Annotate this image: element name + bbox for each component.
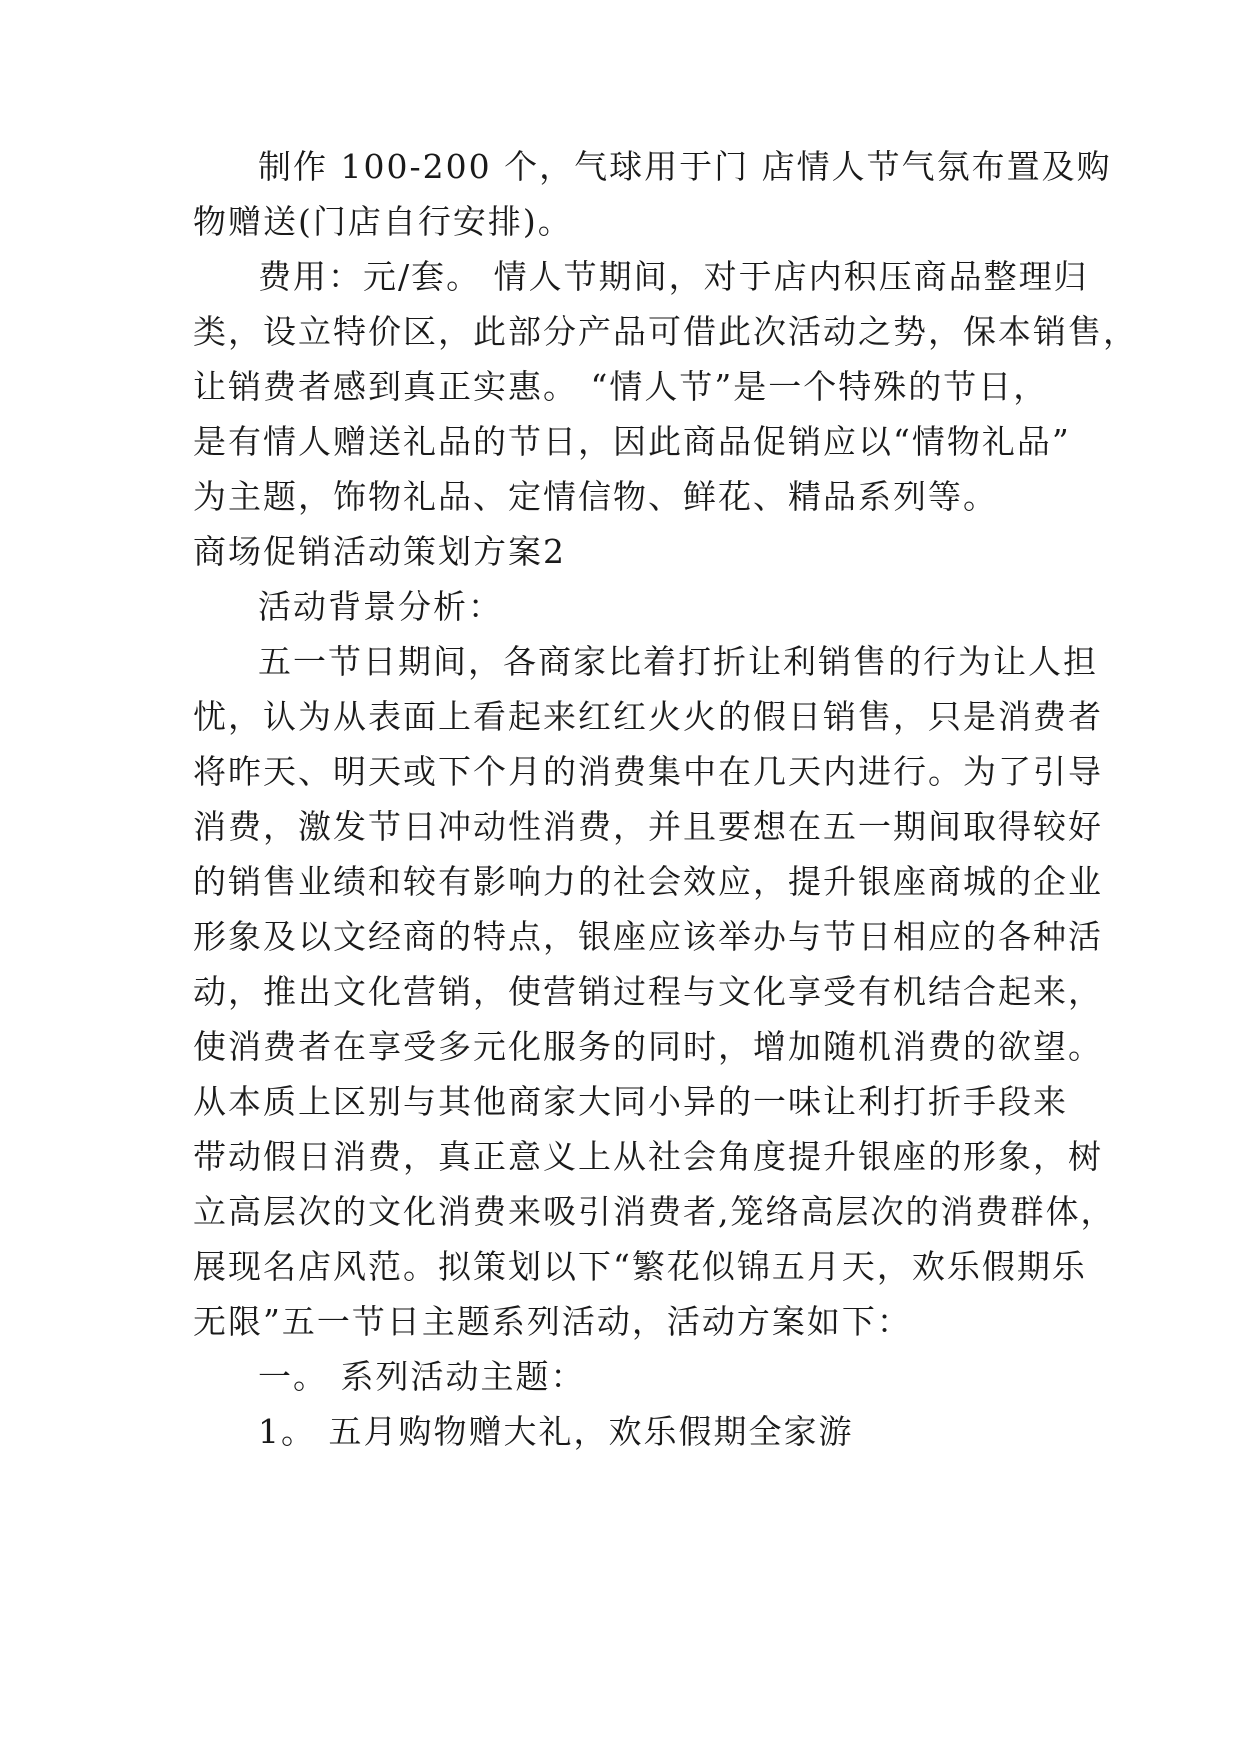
paragraph-line: 物赠送(门店自行安排)。	[193, 202, 573, 241]
paragraph-line: 动，推出文化营销，使营销过程与文化享受有机结合起来，	[193, 972, 1103, 1011]
paragraph-line: 是有情人赠送礼品的节日，因此商品促销应以“情物礼品”	[193, 422, 1071, 461]
paragraph-line: 费用：元/套。 情人节期间，对于店内积压商品整理归	[258, 257, 1089, 296]
paragraph-line: 带动假日消费，真正意义上从社会角度提升银座的形象，树	[193, 1137, 1103, 1176]
paragraph-line: 让销费者感到真正实惠。 “情人节”是一个特殊的节日，	[193, 367, 1049, 406]
list-item: 1。 五月购物赠大礼，欢乐假期全家游	[258, 1412, 854, 1451]
paragraph-line: 从本质上区别与其他商家大同小异的一味让利打折手段来	[193, 1082, 1068, 1121]
paragraph-line: 类，设立特价区，此部分产品可借此次活动之势，保本销售，	[193, 312, 1138, 351]
paragraph-line: 为主题，饰物礼品、定情信物、鲜花、精品系列等。	[193, 477, 998, 516]
paragraph-line: 使消费者在享受多元化服务的同时，增加随机消费的欲望。	[193, 1027, 1103, 1066]
paragraph-line: 制作 100-200 个，气球用于门 店情人节气氛布置及购	[258, 147, 1112, 186]
paragraph-line: 忧，认为从表面上看起来红红火火的假日销售，只是消费者	[193, 697, 1103, 736]
subheading: 活动背景分析：	[258, 587, 503, 626]
list-heading: 一。 系列活动主题：	[258, 1357, 586, 1396]
paragraph-line: 无限”五一节日主题系列活动，活动方案如下：	[193, 1302, 912, 1341]
paragraph-line: 五一节日期间，各商家比着打折让利销售的行为让人担	[258, 642, 1098, 681]
paragraph-line: 立高层次的文化消费来吸引消费者,笼络高层次的消费群体，	[193, 1192, 1116, 1231]
paragraph-line: 展现名店风范。拟策划以下“繁花似锦五月天，欢乐假期乐	[193, 1247, 1087, 1286]
section-heading: 商场促销活动策划方案2	[193, 532, 566, 571]
paragraph-line: 的销售业绩和较有影响力的社会效应，提升银座商城的企业	[193, 862, 1103, 901]
paragraph-line: 形象及以文经商的特点，银座应该举办与节日相应的各种活	[193, 917, 1103, 956]
paragraph-line: 将昨天、明天或下个月的消费集中在几天内进行。为了引导	[193, 752, 1103, 791]
paragraph-line: 消费，激发节日冲动性消费，并且要想在五一期间取得较好	[193, 807, 1103, 846]
